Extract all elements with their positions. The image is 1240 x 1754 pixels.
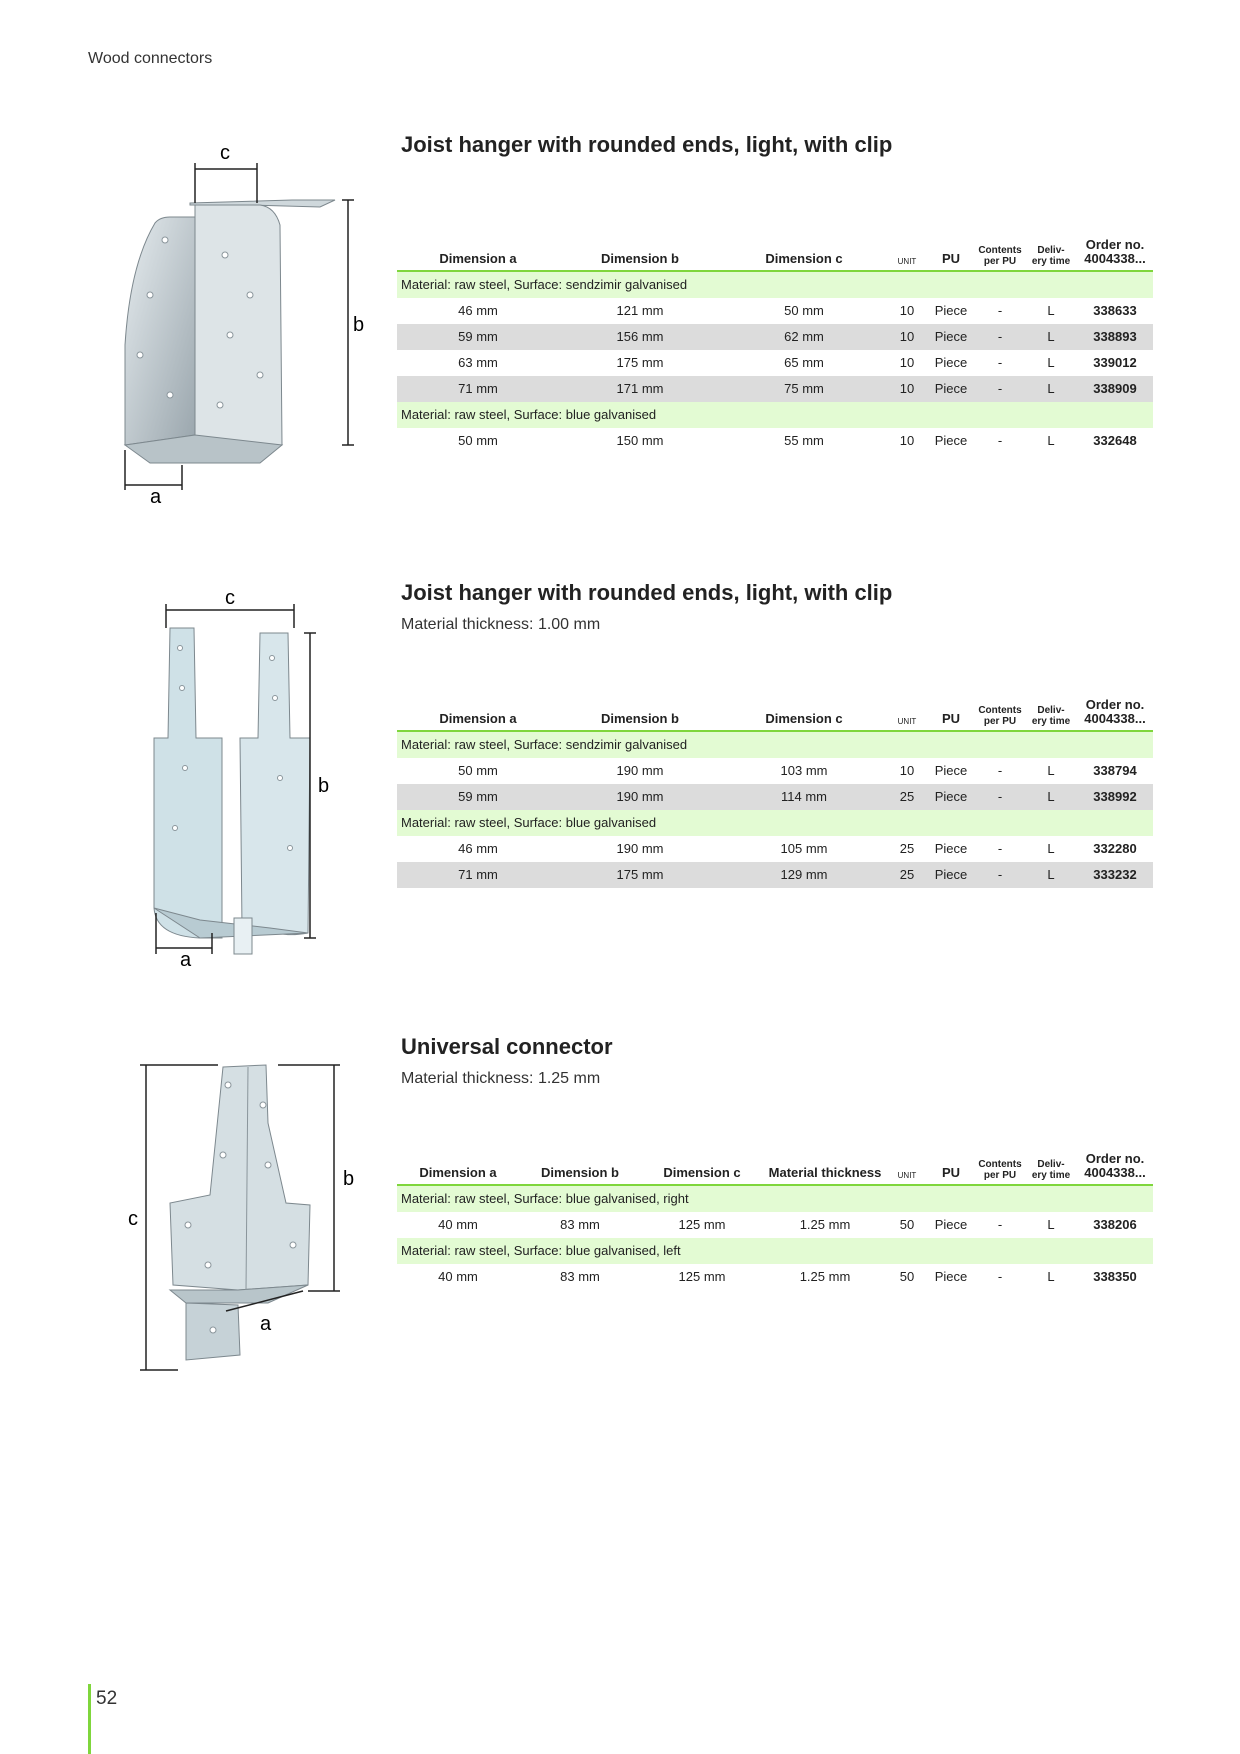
product-title: Universal connector <box>401 1034 613 1059</box>
col-contents: Contents per PU <box>975 1152 1025 1185</box>
col-material-thickness: Material thickness <box>763 1152 887 1185</box>
material-group-row: Material: raw steel, Surface: blue galvanised, left <box>397 1238 1153 1264</box>
page-accent-bar <box>88 1684 91 1754</box>
col-dimension-a: Dimension a <box>397 698 559 731</box>
figure-label-c: c <box>128 1208 138 1230</box>
figure-label-b: b <box>353 314 365 336</box>
col-contents: Contents per PU <box>975 698 1025 731</box>
col-dimension-b: Dimension b <box>559 698 721 731</box>
col-order-no: Order no. 4004338... <box>1077 238 1153 271</box>
col-order-no: Order no. 4004338... <box>1077 1152 1153 1185</box>
table-row: 46 mm 121 mm 50 mm 10 Piece - L 338633 <box>458 303 1137 319</box>
product-title: Joist hanger with rounded ends, light, with clip <box>401 580 893 605</box>
col-unit: UNIT <box>887 698 927 731</box>
col-unit: UNIT <box>887 1152 927 1185</box>
col-delivery: Deliv- ery time <box>1025 238 1077 271</box>
col-order-no: Order no. 4004338... <box>1077 698 1153 731</box>
table-row: 50 mm 150 mm 55 mm 10 Piece - L 332648 <box>458 433 1137 449</box>
table-row: 40 mm 83 mm 125 mm 1.25 mm 50 Piece - L 338350 <box>438 1269 1137 1285</box>
material-group-row: Material: raw steel, Surface: blue galvanised <box>397 810 1153 836</box>
product-subtitle: Material thickness: 1.25 mm <box>401 1070 601 1087</box>
table-row: 71 mm 171 mm 75 mm 10 Piece - L 338909 <box>397 376 1153 402</box>
figure-label-b: b <box>318 775 330 797</box>
table-row: 71 mm 175 mm 129 mm 25 Piece - L 333232 <box>397 862 1153 888</box>
table-row: 63 mm 175 mm 65 mm 10 Piece - L 339012 <box>458 355 1137 371</box>
table-row: 46 mm 190 mm 105 mm 25 Piece - L 332280 <box>458 841 1137 857</box>
col-dimension-b: Dimension b <box>559 238 721 271</box>
table-row: 59 mm 190 mm 114 mm 25 Piece - L 338992 <box>397 784 1153 810</box>
figure-label-a: a <box>260 1313 272 1335</box>
product-title: Joist hanger with rounded ends, light, with clip <box>401 132 893 157</box>
spec-table <box>397 698 1153 888</box>
figure-label-a: a <box>180 949 192 968</box>
figure-label-c: c <box>220 145 230 164</box>
spec-table <box>397 1152 1153 1290</box>
col-pu: PU <box>927 698 975 731</box>
joist-hanger-figure <box>110 145 370 510</box>
col-dimension-a: Dimension a <box>397 1152 519 1185</box>
col-unit: UNIT <box>887 238 927 271</box>
figure-label-a: a <box>150 486 162 508</box>
col-pu: PU <box>927 1152 975 1185</box>
material-group-row: Material: raw steel, Surface: blue galvanised <box>397 402 1153 428</box>
section-label: Wood connectors <box>88 50 213 67</box>
spec-table <box>397 238 1153 454</box>
col-dimension-c: Dimension c <box>721 238 887 271</box>
joist-hanger-clip-figure <box>140 588 340 968</box>
material-group-row: Material: raw steel, Surface: sendzimir galvanised <box>397 271 1153 298</box>
figure-label-c: c <box>225 588 235 609</box>
col-delivery: Deliv- ery time <box>1025 698 1077 731</box>
col-dimension-a: Dimension a <box>397 238 559 271</box>
material-group-row: Material: raw steel, Surface: blue galvanised, right <box>397 1185 1153 1212</box>
col-delivery: Deliv- ery time <box>1025 1152 1077 1185</box>
col-contents: Contents per PU <box>975 238 1025 271</box>
table-row: 50 mm 190 mm 103 mm 10 Piece - L 338794 <box>458 763 1137 779</box>
col-dimension-c: Dimension c <box>641 1152 763 1185</box>
universal-connector-figure <box>118 1055 368 1380</box>
figure-label-b: b <box>343 1168 355 1190</box>
material-group-row: Material: raw steel, Surface: sendzimir galvanised <box>397 731 1153 758</box>
col-pu: PU <box>927 238 975 271</box>
table-row: 59 mm 156 mm 62 mm 10 Piece - L 338893 <box>397 324 1153 350</box>
col-dimension-b: Dimension b <box>519 1152 641 1185</box>
table-row: 40 mm 83 mm 125 mm 1.25 mm 50 Piece - L 338206 <box>438 1217 1137 1233</box>
col-dimension-c: Dimension c <box>721 698 887 731</box>
page-number: 52 <box>96 1688 118 1709</box>
product-subtitle: Material thickness: 1.00 mm <box>401 616 601 633</box>
